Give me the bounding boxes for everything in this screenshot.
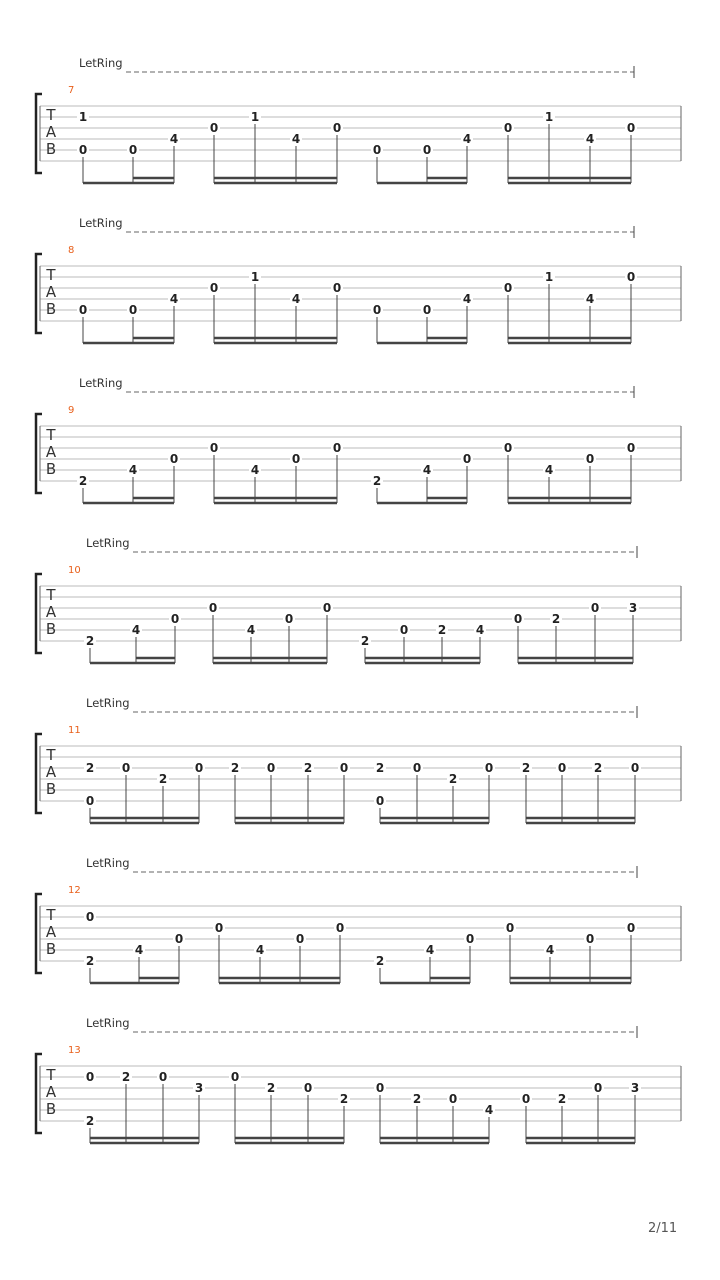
tab-clef-letter: A — [45, 283, 57, 301]
tab-clef-letter: A — [45, 123, 57, 141]
fret-number: 4 — [425, 943, 435, 957]
fret-number: 0 — [332, 441, 342, 455]
fret-number: 0 — [513, 612, 523, 626]
fret-number: 0 — [121, 761, 131, 775]
fret-number: 4 — [544, 463, 554, 477]
tab-system — [36, 856, 681, 983]
fret-number: 4 — [462, 292, 472, 306]
tab-clef-letter: T — [46, 1066, 56, 1084]
fret-number: 3 — [630, 1081, 640, 1095]
fret-number: 2 — [78, 474, 88, 488]
fret-number: 0 — [209, 121, 219, 135]
tab-clef-letter: T — [46, 906, 56, 924]
fret-number: 0 — [505, 921, 515, 935]
tab-clef-letter: T — [46, 106, 56, 124]
fret-number: 0 — [291, 452, 301, 466]
fret-number: 4 — [134, 943, 144, 957]
fret-number: 2 — [85, 761, 95, 775]
fret-number: 0 — [332, 121, 342, 135]
fret-number: 0 — [284, 612, 294, 626]
fret-number: 4 — [250, 463, 260, 477]
fret-number: 0 — [85, 794, 95, 808]
let-ring-label: LetRing — [86, 856, 130, 870]
tab-clef-letter: A — [45, 603, 57, 621]
fret-number: 2 — [266, 1081, 276, 1095]
fret-number: 2 — [303, 761, 313, 775]
fret-number: 0 — [593, 1081, 603, 1095]
fret-number: 4 — [545, 943, 555, 957]
fret-number: 0 — [626, 441, 636, 455]
fret-number: 0 — [399, 623, 409, 637]
tab-clef-letter: B — [45, 460, 57, 478]
tab-system — [36, 56, 681, 183]
fret-number: 0 — [557, 761, 567, 775]
fret-number: 2 — [85, 954, 95, 968]
fret-number: 3 — [628, 601, 638, 615]
tab-system — [36, 696, 681, 823]
fret-number: 0 — [465, 932, 475, 946]
measure-number: 11 — [68, 725, 81, 736]
tab-clef-letter: B — [45, 300, 57, 318]
fret-number: 0 — [170, 612, 180, 626]
fret-number: 1 — [544, 270, 554, 284]
fret-number: 2 — [158, 772, 168, 786]
tab-clef-letter: T — [46, 266, 56, 284]
fret-number: 0 — [128, 143, 138, 157]
fret-number: 0 — [78, 303, 88, 317]
fret-number: 0 — [503, 121, 513, 135]
tab-clef-letter: T — [46, 586, 56, 604]
measure-number: 9 — [68, 405, 75, 416]
fret-number: 4 — [255, 943, 265, 957]
fret-number: 0 — [209, 441, 219, 455]
measure-number: 12 — [68, 885, 81, 896]
fret-number: 0 — [208, 601, 218, 615]
fret-number: 0 — [322, 601, 332, 615]
fret-number: 0 — [372, 143, 382, 157]
fret-number: 0 — [332, 281, 342, 295]
tab-system — [36, 376, 681, 503]
fret-number: 0 — [78, 143, 88, 157]
fret-number: 2 — [437, 623, 447, 637]
tab-clef-letter: A — [45, 763, 57, 781]
fret-number: 4 — [585, 132, 595, 146]
fret-number: 2 — [339, 1092, 349, 1106]
fret-number: 0 — [169, 452, 179, 466]
let-ring-label: LetRing — [86, 536, 130, 550]
fret-number: 4 — [475, 623, 485, 637]
fret-number: 0 — [174, 932, 184, 946]
measure-number: 13 — [68, 1045, 81, 1056]
fret-number: 4 — [462, 132, 472, 146]
fret-number: 2 — [593, 761, 603, 775]
fret-number: 2 — [375, 761, 385, 775]
fret-number: 2 — [448, 772, 458, 786]
fret-number: 0 — [626, 921, 636, 935]
tab-system — [36, 536, 681, 663]
fret-number: 0 — [209, 281, 219, 295]
tab-clef-letter: A — [45, 923, 57, 941]
fret-number: 4 — [291, 292, 301, 306]
fret-number: 4 — [484, 1103, 494, 1117]
tab-clef-letter: B — [45, 140, 57, 158]
fret-number: 0 — [295, 932, 305, 946]
tab-clef-letter: A — [45, 1083, 57, 1101]
fret-number: 0 — [85, 1070, 95, 1084]
fret-number: 0 — [230, 1070, 240, 1084]
fret-number: 4 — [585, 292, 595, 306]
fret-number: 0 — [462, 452, 472, 466]
fret-number: 0 — [375, 1081, 385, 1095]
tab-clef-letter: T — [46, 426, 56, 444]
fret-number: 0 — [372, 303, 382, 317]
fret-number: 2 — [85, 1114, 95, 1128]
fret-number: 2 — [551, 612, 561, 626]
fret-number: 0 — [521, 1092, 531, 1106]
fret-number: 0 — [266, 761, 276, 775]
fret-number: 2 — [412, 1092, 422, 1106]
tab-system — [36, 216, 681, 343]
measure-number: 10 — [68, 565, 81, 576]
fret-number: 0 — [422, 303, 432, 317]
fret-number: 0 — [335, 921, 345, 935]
fret-number: 0 — [630, 761, 640, 775]
fret-number: 0 — [484, 761, 494, 775]
fret-number: 0 — [128, 303, 138, 317]
fret-number: 0 — [85, 910, 95, 924]
fret-number: 2 — [372, 474, 382, 488]
fret-number: 0 — [422, 143, 432, 157]
tab-clef-letter: A — [45, 443, 57, 461]
fret-number: 1 — [250, 110, 260, 124]
fret-number: 2 — [375, 954, 385, 968]
fret-number: 4 — [422, 463, 432, 477]
fret-number: 0 — [590, 601, 600, 615]
fret-number: 0 — [214, 921, 224, 935]
page-number: 2/11 — [648, 1221, 678, 1236]
fret-number: 2 — [230, 761, 240, 775]
fret-number: 0 — [448, 1092, 458, 1106]
fret-number: 0 — [375, 794, 385, 808]
let-ring-label: LetRing — [86, 1016, 130, 1030]
fret-number: 0 — [503, 441, 513, 455]
fret-number: 0 — [303, 1081, 313, 1095]
let-ring-label: LetRing — [79, 216, 123, 230]
fret-number: 0 — [585, 452, 595, 466]
fret-number: 4 — [128, 463, 138, 477]
fret-number: 0 — [194, 761, 204, 775]
fret-number: 4 — [131, 623, 141, 637]
let-ring-label: LetRing — [79, 56, 123, 70]
tab-clef-letter: B — [45, 780, 57, 798]
tab-clef-letter: B — [45, 940, 57, 958]
fret-number: 2 — [360, 634, 370, 648]
fret-number: 4 — [291, 132, 301, 146]
fret-number: 1 — [78, 110, 88, 124]
fret-number: 0 — [412, 761, 422, 775]
let-ring-label: LetRing — [79, 376, 123, 390]
fret-number: 2 — [521, 761, 531, 775]
fret-number: 1 — [544, 110, 554, 124]
tab-clef-letter: B — [45, 620, 57, 638]
fret-number: 0 — [626, 270, 636, 284]
fret-number: 4 — [246, 623, 256, 637]
let-ring-label: LetRing — [86, 696, 130, 710]
fret-number: 0 — [158, 1070, 168, 1084]
fret-number: 1 — [250, 270, 260, 284]
tab-clef-letter: B — [45, 1100, 57, 1118]
measure-number: 7 — [68, 85, 75, 96]
fret-number: 3 — [194, 1081, 204, 1095]
tab-clef-letter: T — [46, 746, 56, 764]
fret-number: 0 — [585, 932, 595, 946]
tab-system — [36, 1016, 681, 1143]
fret-number: 2 — [85, 634, 95, 648]
fret-number: 0 — [626, 121, 636, 135]
measure-number: 8 — [68, 245, 75, 256]
fret-number: 0 — [503, 281, 513, 295]
fret-number: 2 — [557, 1092, 567, 1106]
fret-number: 0 — [339, 761, 349, 775]
fret-number: 2 — [121, 1070, 131, 1084]
fret-number: 4 — [169, 292, 179, 306]
fret-number: 4 — [169, 132, 179, 146]
